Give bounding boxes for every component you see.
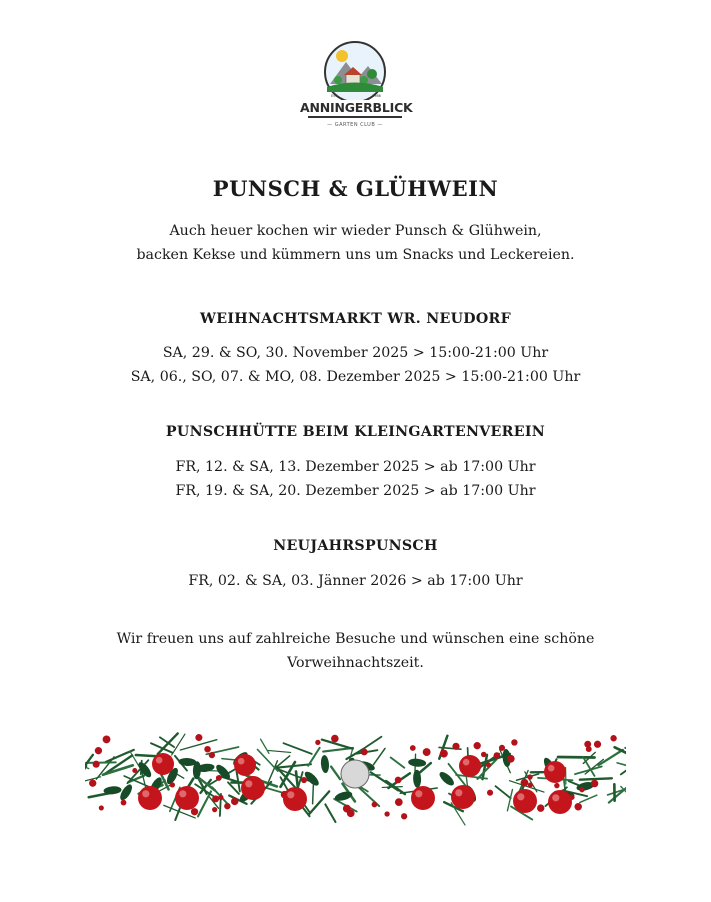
- pine-branch: [575, 766, 602, 774]
- pine-branch: [617, 763, 626, 772]
- ornament-highlight: [287, 791, 294, 798]
- pine-branch: [296, 772, 298, 789]
- club-logo: [300, 40, 413, 135]
- berry: [132, 768, 137, 773]
- ornament-highlight: [179, 790, 186, 797]
- svg-text:EST.: EST.: [331, 94, 339, 98]
- pine-branch: [391, 757, 405, 767]
- berry: [487, 790, 493, 796]
- pine-branch: [621, 759, 626, 775]
- berry: [507, 755, 515, 763]
- ornament-highlight: [142, 790, 149, 797]
- ornament-ball: [548, 790, 572, 814]
- closing-text: [0, 627, 711, 675]
- berry: [452, 743, 459, 750]
- berry: [574, 803, 581, 810]
- berry: [528, 783, 533, 788]
- ornament-highlight: [238, 758, 245, 765]
- pine-branch: [257, 749, 277, 771]
- pine-branch: [180, 740, 216, 750]
- berry: [89, 780, 96, 787]
- date-line: FR, 02. & SA, 03. Jänner 2026 > ab 17:00 Uhr: [188, 573, 523, 589]
- logo-divider: [308, 116, 402, 118]
- berry: [191, 808, 198, 815]
- ornament-highlight: [552, 794, 559, 801]
- ornament-highlight: [455, 789, 462, 796]
- berry: [579, 787, 584, 792]
- berry: [395, 798, 403, 806]
- berry: [474, 742, 481, 749]
- closing-line: Wir freuen uns auf zahlreiche Besuche und wünschen eine schöne: [116, 631, 595, 647]
- ornament-ball: [175, 786, 199, 810]
- pine-branch: [308, 748, 319, 766]
- ornament-ball: [459, 755, 481, 777]
- ornament-ball: [411, 786, 435, 810]
- berry: [395, 777, 402, 784]
- berry: [401, 813, 407, 819]
- berry: [372, 802, 378, 808]
- intro-line: backen Kekse und kümmern uns um Snacks und Leckereien.: [136, 247, 575, 263]
- pine-branch: [85, 766, 86, 789]
- berry: [224, 803, 230, 809]
- berry: [511, 739, 517, 745]
- berry: [384, 811, 389, 816]
- pine-branch: [325, 804, 335, 822]
- berry: [170, 782, 175, 787]
- logo-subtitle: — GARTEN CLUB —: [327, 122, 383, 128]
- pine-branch: [382, 787, 402, 788]
- ornament-highlight: [463, 759, 470, 766]
- berry: [610, 735, 616, 741]
- berry: [343, 805, 351, 813]
- pine-branch: [198, 791, 211, 816]
- ornament-highlight: [517, 793, 524, 800]
- berry: [209, 752, 215, 758]
- pine-branch: [583, 757, 594, 776]
- pine-branch: [346, 749, 363, 759]
- ornament-highlight: [245, 780, 252, 787]
- berry: [486, 762, 491, 767]
- section-heading-weihnachtsmarkt: WEIHNACHTSMARKT WR. NEUDORF: [200, 311, 511, 327]
- page-title: PUNSCH & GLÜHWEIN: [212, 176, 499, 201]
- sun-icon: [336, 50, 348, 62]
- pine-branch: [496, 786, 511, 798]
- holly-leaf: [320, 755, 329, 774]
- berry: [591, 780, 599, 788]
- berry: [554, 783, 559, 788]
- berry: [212, 795, 219, 802]
- date-line: FR, 12. & SA, 13. Dezember 2025 > ab 17:00 Uhr: [175, 459, 536, 475]
- intro-line: Auch heuer kochen wir wieder Punsch & Glühwein,: [169, 223, 542, 239]
- berry: [440, 750, 448, 758]
- date-line: FR, 19. & SA, 20. Dezember 2025 > ab 17:00 Uhr: [175, 483, 536, 499]
- berry: [204, 746, 211, 753]
- closing-line: Vorweihnachtszeit.: [287, 655, 424, 671]
- pine-branch: [261, 739, 269, 753]
- ornament-ball: [152, 753, 174, 775]
- pine-branch: [625, 748, 626, 750]
- date-line: SA, 29. & SO, 30. November 2025 > 15:00-21:00 Uhr: [162, 345, 549, 361]
- berry: [410, 745, 416, 751]
- date-line: SA, 06., SO, 07. & MO, 08. Dezember 2025 > 15:00-21:00 Uhr: [130, 369, 581, 385]
- svg-text:1986: 1986: [372, 94, 381, 98]
- pine-branch: [331, 767, 340, 780]
- holly-leaf: [408, 758, 427, 767]
- logo-name: ANNINGERBLICK: [300, 100, 413, 115]
- berry: [195, 734, 202, 741]
- pine-branch: [85, 755, 93, 773]
- berry: [494, 752, 501, 759]
- garland-icon: [85, 712, 626, 842]
- pine-branch: [580, 778, 612, 779]
- logo-emblem-icon: [300, 40, 410, 100]
- berry: [93, 761, 100, 768]
- pine-branch: [103, 765, 133, 774]
- berry: [315, 740, 320, 745]
- section-dates-punschhuette: [0, 455, 711, 503]
- ornament-ball: [513, 789, 537, 813]
- pine-branch: [96, 757, 114, 779]
- berry: [103, 736, 111, 744]
- berry: [361, 748, 368, 755]
- ornament-ball: [283, 787, 307, 811]
- berry: [594, 741, 601, 748]
- berry: [423, 748, 431, 756]
- berry: [481, 752, 486, 757]
- ornament-ball: [544, 761, 566, 783]
- pine-branch: [268, 750, 291, 752]
- berry: [216, 775, 222, 781]
- pine-branch: [313, 784, 314, 803]
- berry: [537, 804, 544, 811]
- ornament-ball: [241, 776, 265, 800]
- ornament-highlight: [548, 765, 555, 772]
- section-dates-neujahrspunsch: [0, 569, 711, 593]
- christmas-garland-image: [85, 712, 626, 842]
- pine-branch: [228, 782, 239, 794]
- berry: [121, 800, 127, 806]
- pine-branch: [580, 795, 597, 802]
- berry: [331, 735, 339, 743]
- section-dates-weihnachtsmarkt: [0, 341, 711, 389]
- berry: [527, 774, 532, 779]
- berry: [95, 747, 102, 754]
- ornament-ball: [138, 786, 162, 810]
- tree-icon: [367, 69, 377, 79]
- section-heading-neujahrspunsch: NEUJAHRSPUNSCH: [273, 538, 438, 554]
- berry: [521, 779, 529, 787]
- berry: [586, 746, 592, 752]
- berry: [301, 777, 307, 783]
- ornament-ball: [234, 754, 256, 776]
- ornament-ball: [451, 785, 475, 809]
- berry: [231, 798, 238, 805]
- center-ornament: [341, 760, 369, 788]
- pine-branch: [483, 755, 487, 779]
- intro-text: [0, 219, 711, 267]
- holly-leaf: [118, 783, 134, 802]
- holly-leaf: [437, 770, 456, 788]
- berry: [212, 807, 217, 812]
- ornament-highlight: [156, 757, 163, 764]
- berry: [499, 745, 505, 751]
- section-heading-punschhuette: PUNSCHHÜTTE BEIM KLEINGARTENVEREIN: [165, 424, 546, 440]
- berry: [99, 805, 104, 810]
- ornament-highlight: [415, 790, 422, 797]
